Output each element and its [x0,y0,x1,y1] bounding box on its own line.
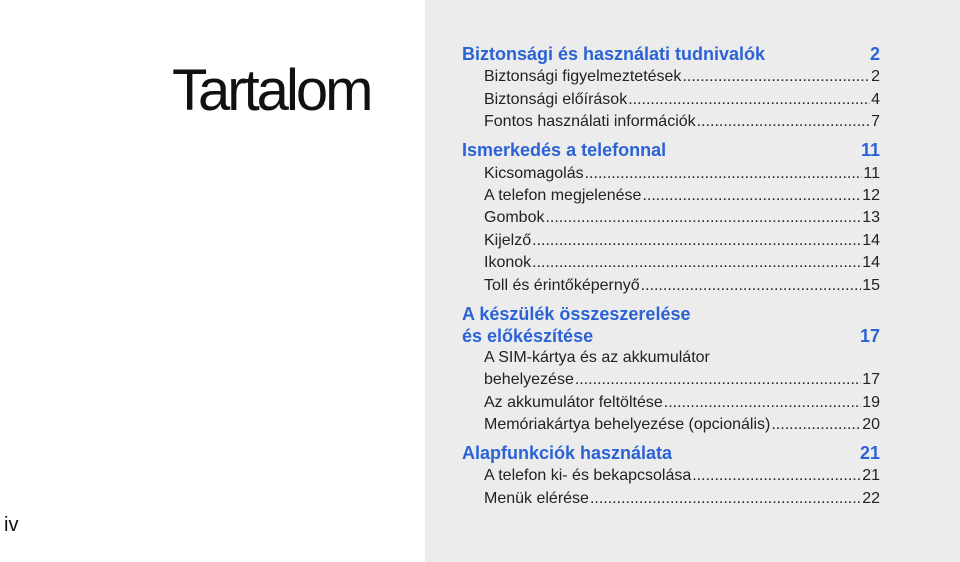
toc-item[interactable] [484,487,880,509]
dot-leader [532,230,861,252]
dot-leader [697,111,870,133]
toc-section-heading[interactable] [462,442,880,465]
toc-item-label: A telefon megjelenése [484,186,642,204]
toc-item-label: Gombok [484,209,545,227]
toc-item-label-line1[interactable]: A SIM-kártya és az akkumulátor [484,348,710,366]
toc-item-label: Menük elérése [484,489,589,507]
toc-section-heading[interactable] [462,303,880,347]
toc-section-heading[interactable] [462,43,880,66]
section-title: Biztonsági és használati tudnivalók [462,44,766,64]
dot-leader [585,163,863,185]
dot-leader [771,414,861,436]
toc-item-page: 11 [863,164,880,182]
toc-item-page: 20 [862,416,880,434]
section-page: 21 [859,443,880,464]
dot-leader [642,185,861,207]
toc-item-label: Kijelző [484,231,532,249]
toc-item-page: 15 [862,276,880,294]
toc-item-page: 17 [862,371,880,389]
dot-leader [532,252,861,274]
toc-item-page: 22 [862,489,880,507]
toc-item-page: 12 [862,186,880,204]
toc-item-label: Memóriakártya behelyezése (opcionális) [484,416,771,434]
toc-item[interactable] [484,252,880,274]
toc-item-label: Toll és érintőképernyő [484,276,640,294]
dot-leader [628,89,870,111]
toc-item-label: Ikonok [484,254,532,272]
toc-item[interactable] [484,465,880,487]
toc-item-label: Az akkumulátor feltöltése [484,393,663,411]
section-title: Alapfunkciók használata [462,443,673,464]
toc-item-page: 13 [862,209,880,227]
toc-item-label: Fontos használati információk [484,113,696,131]
dot-leader [545,207,861,229]
toc-item-label: Biztonsági figyelmeztetések [484,68,682,86]
toc-item-page: 4 [871,90,880,108]
toc-item-label: A telefon ki- és bekapcsolása [484,467,692,485]
toc-item-label: behelyezése [484,371,574,389]
toc-item[interactable] [484,88,880,110]
toc-item-page: 14 [862,231,880,249]
toc-item-page: 7 [871,113,880,131]
section-page: 2 [869,44,880,64]
toc-item-label: Biztonsági előírások [484,90,628,108]
toc-item[interactable] [484,229,880,251]
toc-item[interactable] [484,185,880,207]
dot-leader [575,369,861,391]
toc-item[interactable] [484,414,880,436]
toc-item[interactable] [484,111,880,133]
toc-item-page: 21 [862,467,880,485]
dot-leader [682,66,870,88]
dot-leader [692,465,861,487]
page-number: iv [4,514,19,536]
dot-leader [664,392,861,414]
toc-item[interactable] [484,274,880,296]
section-title-line1: A készülék összeszerelése [462,303,691,324]
section-page: 17 [859,325,880,346]
dot-leader [590,488,861,510]
toc-item-label: Kicsomagolás [484,164,584,182]
page-title: Tartalom [172,58,371,123]
toc-item[interactable] [484,207,880,229]
toc-item[interactable] [484,162,880,184]
table-of-contents [462,43,880,510]
section-page: 11 [860,140,880,161]
toc-item[interactable] [484,369,880,391]
section-title: Ismerkedés a telefonnal [462,140,667,161]
toc-item[interactable] [484,66,880,88]
dot-leader [641,275,862,297]
toc-item-page: 14 [862,254,880,272]
toc-item-page: 19 [862,393,880,411]
toc-section-heading[interactable] [462,139,880,162]
toc-item-page: 2 [871,68,880,86]
toc-item[interactable] [484,391,880,413]
section-title-line2: és előkészítése [462,325,594,346]
